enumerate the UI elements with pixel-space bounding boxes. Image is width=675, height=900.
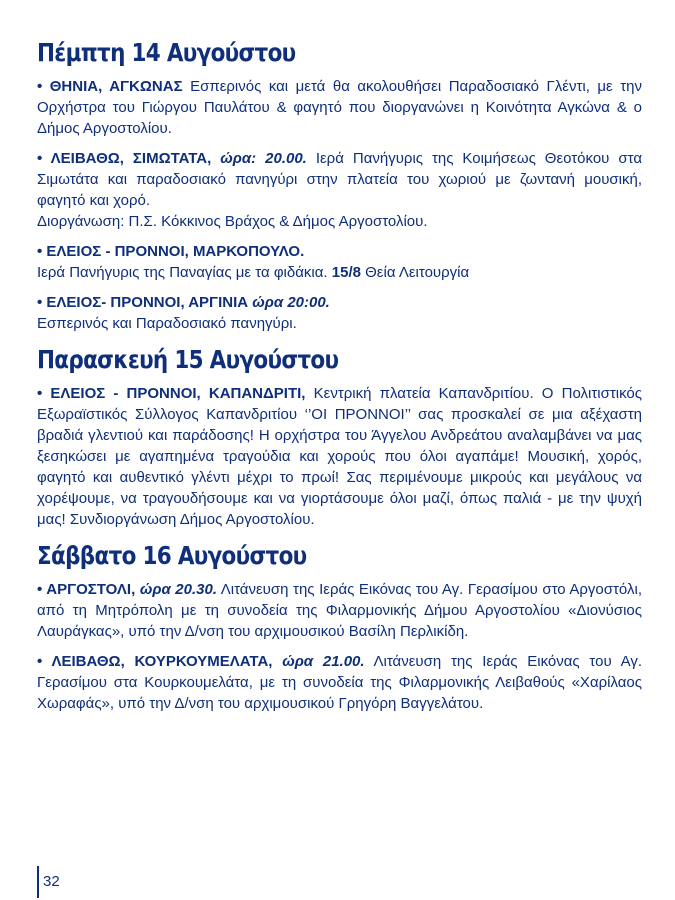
event-time: ώρα 20:00. (248, 294, 330, 311)
event-time: ώρα 21.00. (272, 653, 365, 670)
event-entry (37, 383, 642, 530)
event-place: • ΛΕΙΒΑΘΩ, ΚΟΥΡΚΟΥΜΕΛΑΤΑ, (37, 653, 273, 670)
day-heading: Σάββατο 16 Αυγούστου (37, 541, 307, 570)
event-time: ώρα: 20.00. (211, 150, 307, 167)
event-listing (37, 36, 642, 723)
day-heading: Παρασκευή 15 Αυγούστου (37, 345, 339, 374)
event-entry (37, 651, 642, 714)
event-description: Κεντρική πλατεία Καπανδριτίου. Ο Πολιτιστικός Εξωραϊστικός Σύλλογος Καπανδριτίου ‘’ΟΙ ΠΡΟΝΝΟΙ’’ σας προσκαλεί σε μια αξέχαστη βραδιά γλεντιού και παράδοσης! Η ορχήστρα του Άγγελου Ανδρεάτου αναλαμβάνει να μας ξεσηκώσει με αγαπημένα τραγούδια και χορούς που όλοι αγαπάμε! Μουσική, χορός, φαγητό και αυθεντικό γλέντι μέχρι το πρωί! Σας περιμένουμε μικρούς και μεγάλους να χορέψουμε, να τραγουδήσουμε και να γιορτάσουμε όλοι μαζί, όπως παλιά - με την ψυχή μας! Συνδιοργάνωση Δήμος Αργοστολίου. (37, 385, 642, 528)
day-heading: Πέμπτη 14 Αυγούστου (37, 38, 296, 67)
event-place: • ΑΡΓΟΣΤΟΛΙ, (37, 581, 136, 598)
event-description: Εσπερινός και μετά θα ακολουθήσει Παραδοσιακό Γλέντι, με την Ορχήστρα του Γιώργου Παυλάτου & φαγητό που διοργανώνει η Κοινότητα Αγκώνα & ο Δήμος Αργοστολίου. (37, 78, 642, 137)
event-place: • ΘΗΝΙΑ, ΑΓΚΩΝΑΣ (37, 78, 183, 95)
event-description-tail: Θεία Λειτουργία (360, 264, 470, 281)
event-date-mark: 15/8 (327, 264, 361, 281)
event-place: • ΕΛΕΙΟΣ - ΠΡΟΝΝΟΙ, ΚΑΠΑΝΔΡΙΤΙ, (37, 385, 306, 402)
event-description: Λιτάνευση της Ιεράς Εικόνας του Αγ. Γερασίμου στο Αργοστόλι, από τη Μητρόπολη με τη συνοδεία της Φιλαρμονικής Δήμου Αργοστολίου «Διονύσιος Λαυράγκας», υπό την Δ/νση του αρχιμουσικού Βασίλη Περλικίδη. (37, 581, 642, 640)
page-number: 32 (37, 866, 60, 898)
event-place: • ΕΛΕΙΟΣ- ΠΡΟΝΝΟΙ, ΑΡΓΙΝΙΑ (37, 294, 249, 311)
event-entry (37, 241, 642, 283)
event-description-line (37, 262, 642, 283)
event-entry (37, 579, 642, 642)
event-description: Εσπερινός και Παραδοσιακό πανηγύρι. (37, 315, 297, 332)
event-place: • ΛΕΙΒΑΘΩ, ΣΙΜΩΤΑΤΑ, (37, 150, 212, 167)
event-entry (37, 148, 642, 232)
event-time: ώρα 20.30. (135, 581, 218, 598)
event-description: Ιερά Πανήγυρις της Παναγίας με τα φιδάκια. (37, 264, 328, 281)
event-place: • ΕΛΕΙΟΣ - ΠΡΟΝΝΟΙ, ΜΑΡΚΟΠΟΥΛΟ. (37, 243, 305, 260)
event-description: Λιτάνευση της Ιεράς Εικόνας του Αγ. Γερασίμου στα Κουρκουμελάτα, με τη συνοδεία της Φιλαρμονικής Λειβαθούς «Χαρίλαος Χωραφάς», υπό την Δ/νση του αρχιμουσικού Γρηγόρη Βαγγελάτου. (37, 653, 642, 712)
event-description: Ιερά Πανήγυρις της Κοιμήσεως Θεοτόκου στα Σιμωτάτα και παραδοσιακό πανηγύρι στην πλατεία του χωριού με ζωντανή μουσική, φαγητό και χορό. (37, 150, 642, 209)
event-entry (37, 76, 642, 139)
event-organizer: Διοργάνωση: Π.Σ. Κόκκινος Βράχος & Δήμος Αργοστολίου. (37, 213, 428, 230)
event-entry (37, 292, 642, 334)
